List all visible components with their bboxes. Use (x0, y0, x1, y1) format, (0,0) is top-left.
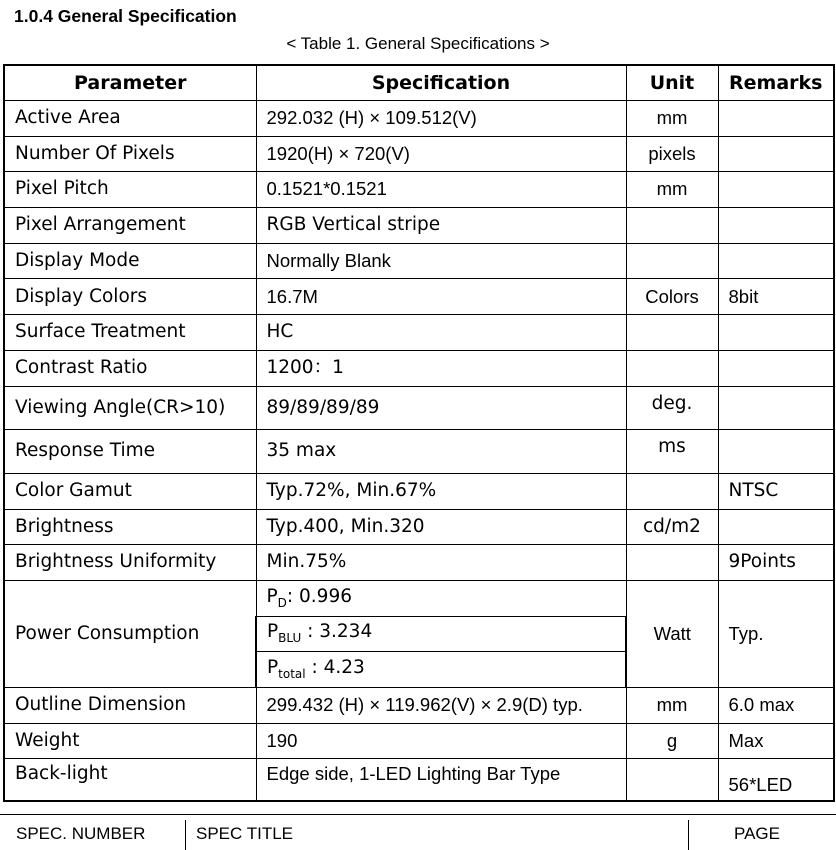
row-spec: 0.1521*0.1521 (256, 172, 626, 208)
row-unit (626, 315, 718, 351)
row-parameter: Response Time (4, 430, 256, 474)
row-parameter: Display Colors (4, 279, 256, 315)
footer-divider-2 (688, 820, 689, 850)
row-remarks (718, 243, 834, 279)
row-remarks (718, 430, 834, 474)
row-parameter: Number Of Pixels (4, 136, 256, 172)
row-unit (626, 350, 718, 386)
table-row (4, 279, 834, 315)
header-parameter: Parameter (4, 65, 256, 101)
row-spec: RGB Vertical stripe (256, 208, 626, 244)
row-parameter: Surface Treatment (4, 315, 256, 351)
row-spec: 299.432 (H) × 119.962(V) × 2.9(D) typ. (256, 688, 626, 724)
power-line-pd (256, 580, 626, 616)
section-title: 1.0.4 General Specification (14, 6, 237, 26)
row-unit: g (626, 723, 718, 759)
footer-divider (0, 814, 836, 815)
table-header-row (4, 65, 834, 101)
table-row (4, 688, 834, 724)
row-spec: 1920(H) × 720(V) (256, 136, 626, 172)
header-specification: Specification (256, 65, 626, 101)
row-spec: 1200：1 (256, 350, 626, 386)
row-spec: Typ.400, Min.320 (256, 509, 626, 545)
row-parameter: Viewing Angle(CR>10) (4, 386, 256, 430)
row-spec: 89/89/89/89 (256, 386, 626, 430)
table-row (4, 243, 834, 279)
row-unit: Colors (626, 279, 718, 315)
power-symbol: P (267, 621, 279, 643)
row-spec: Min.75% (256, 545, 626, 581)
table-row (4, 386, 834, 430)
table-row (4, 545, 834, 581)
row-spec: 35 max (256, 430, 626, 474)
table-row (4, 136, 834, 172)
row-unit: Watt (626, 580, 718, 687)
row-remarks (718, 208, 834, 244)
row-spec: Edge side, 1-LED Lighting Bar Type (256, 759, 626, 801)
table-row (4, 101, 834, 137)
power-symbol: P (267, 657, 279, 679)
row-unit: pixels (626, 136, 718, 172)
row-remarks: 56*LED (718, 759, 834, 801)
power-value: : 4.23 (305, 657, 365, 679)
row-spec: 16.7M (256, 279, 626, 315)
row-parameter: Display Mode (4, 243, 256, 279)
power-value: : 3.234 (301, 621, 373, 643)
row-unit: mm (626, 172, 718, 208)
table-row (4, 759, 834, 801)
row-remarks: Typ. (718, 580, 834, 687)
table-row (4, 723, 834, 759)
row-remarks (718, 350, 834, 386)
row-unit (626, 759, 718, 801)
row-unit: mm (626, 101, 718, 137)
footer-spec-title: SPEC TITLE (196, 824, 293, 843)
row-remarks: 9Points (718, 545, 834, 581)
general-spec-table (3, 64, 835, 802)
row-spec: Typ.72%, Min.67% (256, 473, 626, 509)
table-row (4, 350, 834, 386)
table-row (4, 473, 834, 509)
power-line-pblu (256, 616, 626, 652)
row-unit (626, 208, 718, 244)
footer-divider-1 (185, 820, 186, 850)
row-remarks (718, 386, 834, 430)
row-unit (626, 545, 718, 581)
row-parameter: Power Consumption (4, 580, 256, 687)
row-spec: 292.032 (H) × 109.512(V) (256, 101, 626, 137)
row-unit: mm (626, 688, 718, 724)
row-remarks: Max (718, 723, 834, 759)
row-unit (626, 243, 718, 279)
row-parameter: Pixel Pitch (4, 172, 256, 208)
table-row (4, 172, 834, 208)
row-unit: deg. (626, 386, 718, 430)
power-subscript: total (278, 667, 306, 682)
row-remarks: NTSC (718, 473, 834, 509)
row-remarks: 6.0 max (718, 688, 834, 724)
row-remarks (718, 101, 834, 137)
row-parameter: Outline Dimension (4, 688, 256, 724)
row-parameter: Back-light (4, 759, 256, 801)
footer-spec-number: SPEC. NUMBER (16, 824, 146, 843)
row-spec: Normally Blank (256, 243, 626, 279)
row-parameter: Active Area (4, 101, 256, 137)
row-remarks: 8bit (718, 279, 834, 315)
row-parameter: Weight (4, 723, 256, 759)
header-unit: Unit (626, 65, 718, 101)
row-remarks (718, 509, 834, 545)
row-remarks (718, 172, 834, 208)
power-value: : 0.996 (286, 585, 352, 607)
row-parameter: Color Gamut (4, 473, 256, 509)
power-symbol: P (266, 585, 278, 607)
row-parameter: Brightness (4, 509, 256, 545)
power-line-ptotal (256, 652, 626, 688)
row-unit: cd/m2 (626, 509, 718, 545)
table-row-power (4, 580, 834, 616)
header-remarks: Remarks (718, 65, 834, 101)
power-subscript: D (277, 595, 287, 610)
row-parameter: Pixel Arrangement (4, 208, 256, 244)
row-remarks (718, 136, 834, 172)
table-caption: < Table 1. General Specifications > (286, 34, 550, 53)
table-row (4, 509, 834, 545)
power-subscript: BLU (278, 631, 302, 646)
row-parameter: Contrast Ratio (4, 350, 256, 386)
row-unit: ms (626, 430, 718, 474)
row-remarks (718, 315, 834, 351)
row-spec: 190 (256, 723, 626, 759)
row-parameter: Brightness Uniformity (4, 545, 256, 581)
row-spec: HC (256, 315, 626, 351)
table-row (4, 208, 834, 244)
row-unit (626, 473, 718, 509)
table-row (4, 315, 834, 351)
footer-page: PAGE (734, 824, 780, 843)
table-row (4, 430, 834, 474)
